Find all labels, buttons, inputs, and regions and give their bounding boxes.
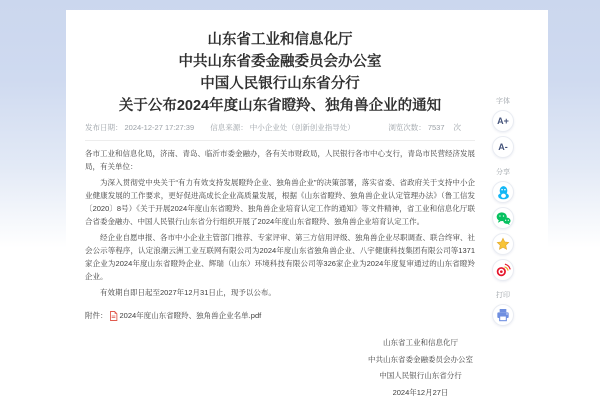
salutation-paragraph: 各市工业和信息化局，济南、青岛、临沂市委金融办，各有关市财政局，人民银行各市中心支行，青岛市民营经济发展局，有关单位： (85, 149, 475, 171)
view-count-unit: 次 (453, 123, 461, 132)
qq-share-button[interactable] (492, 181, 514, 203)
title-line: 山东省工业和信息化厅 (207, 32, 353, 48)
notice-title (85, 29, 475, 117)
publish-date (85, 123, 196, 132)
publish-date-label: 发布日期： (85, 123, 123, 132)
print-label: 打印 (496, 292, 510, 299)
notice-card (66, 10, 548, 400)
font-decrease-button[interactable]: A- (492, 136, 514, 158)
share-label: 分享 (496, 169, 510, 176)
notice-content (66, 10, 475, 400)
qzone-share-button[interactable] (492, 233, 514, 255)
title-line: 中共山东省委金融委员会办公室 (178, 54, 382, 70)
qzone-star-icon (495, 236, 511, 252)
wechat-share-button[interactable] (492, 207, 514, 229)
view-count (388, 122, 461, 133)
signature-line: 中国人民银行山东省分行 (379, 371, 462, 380)
title-line: 中国人民银行山东省分行 (200, 76, 360, 92)
attachment-link[interactable]: 2024年度山东省瞪羚、独角兽企业名单.pdf (119, 311, 262, 320)
attachment-row (85, 309, 475, 322)
meta-row (85, 122, 475, 141)
side-toolbar (489, 96, 517, 330)
attachment-label: 附件： (85, 311, 108, 320)
wechat-icon (495, 210, 512, 227)
signature-line: 山东省工业和信息化厅 (383, 338, 458, 347)
weibo-share-button[interactable] (492, 259, 514, 281)
signature-line: 中共山东省委金融委员会办公室 (368, 354, 473, 364)
view-count-value: 7537 (427, 123, 445, 132)
body-paragraph: 经企业自愿申报、各市中小企业主管部门推荐、专家评审、第三方信用评级、独角兽企业尽职调查、联合终审、社会公示等程序，认定浪潮云洲工业互联网有限公司为2024年度山东省独角兽企业、八宇健康科技集团有限公司等1371家企业为2024年度山东省瞪羚企业、辉瑞（山东）环境科技有限公司等326家企业为2024年度复审通过的山东省瞪羚企业。 (85, 233, 475, 281)
notice-body (85, 147, 475, 400)
info-source (210, 123, 355, 132)
signature-block (368, 335, 473, 400)
info-source-label: 信息来源： (210, 123, 248, 132)
printer-icon (495, 307, 511, 323)
title-line: 关于公布2024年度山东省瞪羚、独角兽企业的通知 (118, 98, 442, 114)
pdf-file-icon (109, 311, 118, 321)
font-increase-button[interactable]: A+ (492, 110, 514, 132)
weibo-icon (495, 262, 511, 278)
signature-date: 2024年12月27日 (392, 387, 449, 397)
print-button[interactable] (492, 304, 514, 326)
publish-date-value: 2024-12-27 17:27:39 (124, 123, 195, 132)
body-paragraph: 有效期自即日起至2027年12月31日止，现予以公布。 (100, 288, 276, 297)
view-count-label: 浏览次数： (388, 123, 426, 132)
body-paragraph: 为深入贯彻党中央关于“有力有效支持发展瞪羚企业、独角兽企业”的决策部署，落实省委、省政府关于支持中小企业健康发展的工作要求，更好促进高成长企业高质量发展，根据《山东省瞪羚、独角兽企业认定管理办法》（鲁工信发〔2020〕8号）《关于开展2024年度山东省瞪羚、独角兽企业培育认定工作的通知》等文件精神，省工业和信息化厅联合省委金融办、中国人民银行山东省分行组织开展了2024年度山东省瞪羚、独角兽企业培育认定工作。 (85, 178, 475, 226)
meta-left (85, 122, 369, 133)
font-size-label: 字体 (496, 98, 510, 105)
qq-icon (495, 184, 512, 201)
info-source-value: 中小企业处（创新创业指导处） (249, 123, 355, 132)
